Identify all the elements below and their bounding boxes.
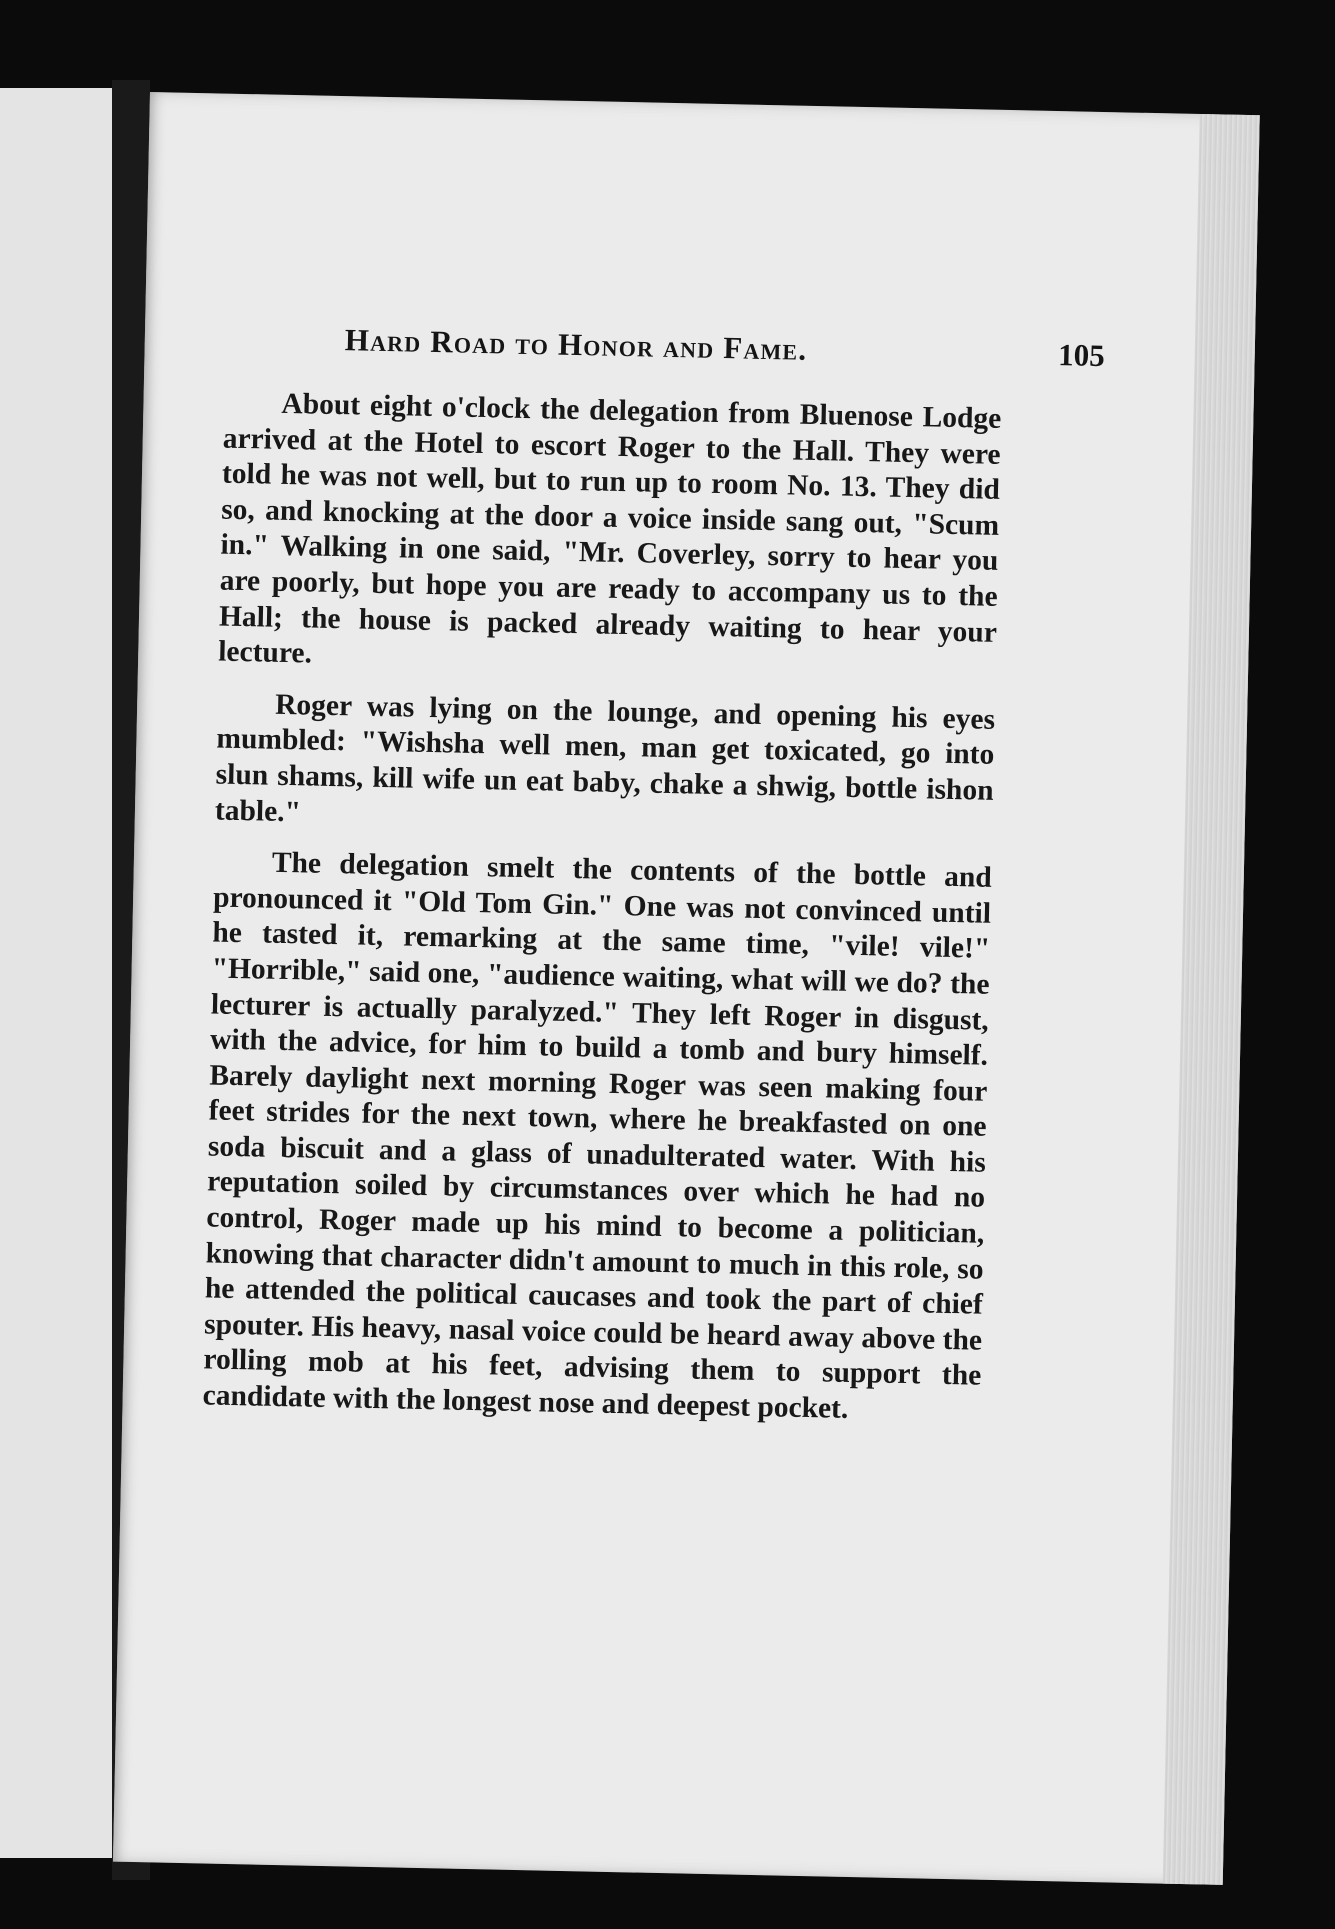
- page-header: [344, 314, 1105, 390]
- paragraph-2: Roger was lying on the lounge, and opening his eyes mumbled: "Wishsha well men, man get toxicated, go into slun shams, kill wife un eat baby, chake a shwig, bottle ishon table.": [214, 688, 996, 828]
- paragraph-1: About eight o'clock the delegation from Bluenose Lodge arrived at the Hotel to escort Roger to the Hall. They were told he was not well, but to run up to room No. 13. They did so, and knocking at the door a voice inside sang out, "Scum in." Walking in one said, "Mr. Coverley, sorry to hear you are poorly, but hope you are ready to accompany us to the Hall; the house is packed already waiting to hear your lecture.: [217, 387, 1002, 670]
- body-text: [202, 386, 1002, 1447]
- page-edge-shading: [1163, 114, 1260, 1885]
- running-head: Hard Road to Honor and Fame.: [344, 322, 808, 367]
- book-page: [113, 92, 1260, 1885]
- left-page-edge: [0, 88, 112, 1858]
- page-number: 105: [1057, 337, 1106, 374]
- paragraph-3: The delegation smelt the contents of the bottle and pronounced it "Old Tom Gin." One was not convinced until he tasted it, remarking at the same time, "vile! vile!" "Horrible," said one, "audience waiting, what will we do? the lecturer is actually paralyzed." They left Roger in disgust, with the advice, for him to build a tomb and bury himself. Barely daylight next morning Roger was seen making four feet strides for the next town, where he breakfasted on one soda biscuit and a glass of unadulterated water. With his reputation soiled by circumstances over which he had no control, Roger made up his mind to become a politician, knowing that character didn't amount to much in this role, so he attended the political caucases and took the part of chief spouter. His heavy, nasal voice could be heard away above the rolling mob at his feet, advising them to support the candidate with the longest nose and deepest pocket.: [202, 846, 993, 1425]
